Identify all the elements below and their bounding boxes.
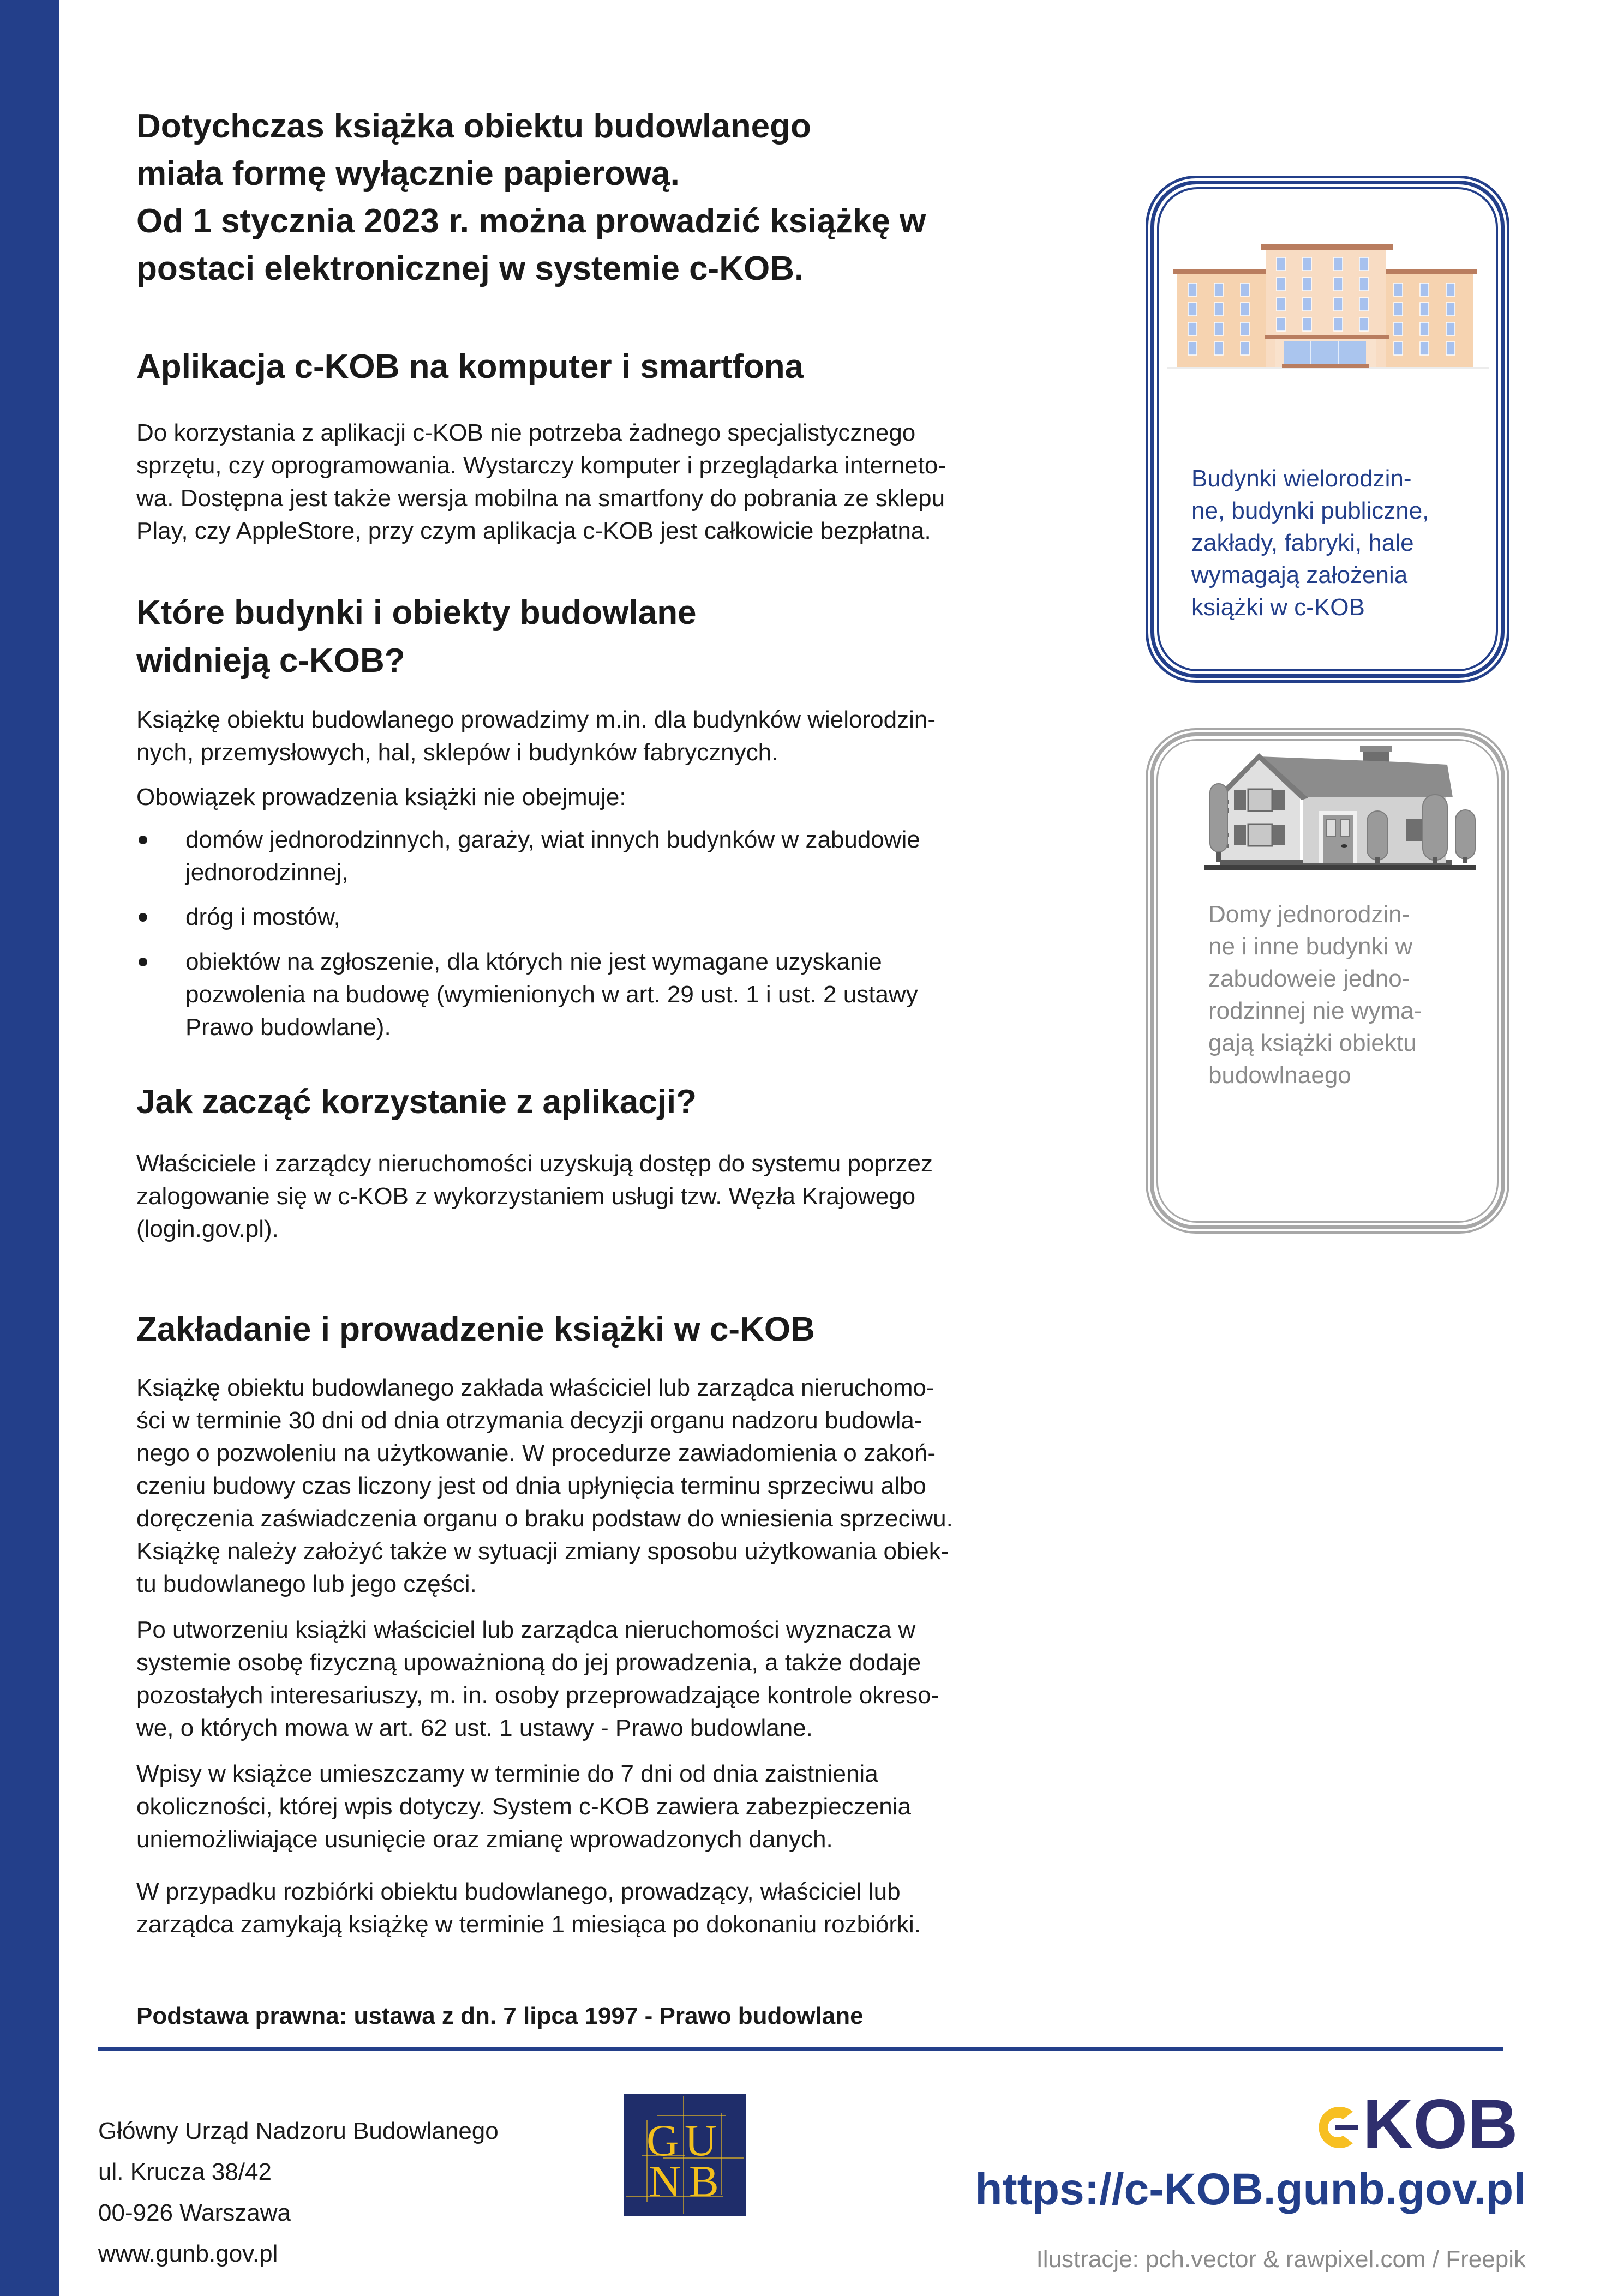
body-line: (login.gov.pl). [136, 1216, 279, 1242]
caption-line: Budynki wielorodzin- [1191, 465, 1412, 492]
org-name: Główny Urząd Nadzoru Budowlanego [98, 2118, 499, 2144]
list-item [136, 946, 1096, 1044]
svg-text:KOB: KOB [1363, 2093, 1518, 2153]
footer-divider [98, 2047, 1503, 2051]
body-line: czeniu budowy czas liczony jest od dnia upłynięcia terminu sprzeciwu albo [136, 1472, 926, 1499]
ckob-logo [1310, 2093, 1523, 2153]
left-accent-stripe [0, 0, 59, 2296]
list-item-line: Prawo budowlane). [185, 1014, 391, 1041]
body-line: Wpisy w książce umieszczamy w terminie do 7 dni od dnia zaistnienia [136, 1760, 878, 1787]
body-line: Książkę należy założyć także w sytuacji zmiany sposobu użytkowania obiek- [136, 1538, 949, 1565]
gunb-logo-icon [624, 2094, 746, 2216]
lead-statement [136, 103, 1091, 292]
caption-line: gają książki obiektu [1208, 1030, 1417, 1056]
body-line: we, o których mowa w art. 62 ust. 1 ustawy - Prawo budowlane. [136, 1715, 813, 1741]
exclusion-intro: Obowiązek prowadzenia książki nie obejmuje: [136, 784, 626, 810]
heading-line: widnieją c-KOB? [136, 642, 405, 680]
body-line: Do korzystania z aplikacji c-KOB nie potrzeba żadnego specjalistycznego [136, 419, 916, 446]
caption-line: rodzinnej nie wyma- [1208, 997, 1422, 1024]
body-line: systemie osobę fizyczną upoważnioną do jej prowadzenia, a także dodaje [136, 1649, 921, 1676]
apartment-building-icon [1167, 244, 1489, 369]
body-line: okoliczności, której wpis dotyczy. System c-KOB zawiera zabezpieczenia [136, 1793, 911, 1820]
svg-text:G: G [646, 2115, 679, 2165]
list-item-line: pozwolenia na budowę (wymienionych w art. 29 ust. 1 i ust. 2 ustawy [185, 981, 918, 1008]
section-body-start [136, 1147, 1096, 1246]
caption-line: budowlnaego [1208, 1062, 1351, 1089]
bullet-icon [139, 913, 147, 922]
lead-line: Od 1 stycznia 2023 r. można prowadzić książkę w [136, 202, 926, 240]
ckob-logo-icon [1310, 2093, 1523, 2153]
caption-line: książki w c-KOB [1191, 594, 1365, 621]
body-line: sprzętu, czy oprogramowania. Wystarczy komputer i przeglądarka interneto- [136, 452, 946, 479]
lead-line: miała formę wyłącznie papierową. [136, 155, 680, 193]
section-body-app [136, 417, 1096, 548]
heading-line: Które budynki i obiekty budowlane [136, 594, 697, 632]
bullet-icon [139, 836, 147, 844]
list-item [136, 901, 1096, 934]
info-card-single-family [1146, 728, 1509, 1234]
body-line: zalogowanie się w c-KOB z wykorzystaniem usługi tzw. Węzła Krajowego [136, 1183, 916, 1210]
info-card-multifamily [1146, 176, 1509, 683]
card-caption [1191, 462, 1429, 623]
svg-text:B: B [689, 2156, 719, 2206]
single-family-house-icon [1204, 746, 1477, 871]
legal-basis: Podstawa prawna: ustawa z dn. 7 lipca 1997 - Prawo budowlane [136, 2003, 864, 2029]
street-address: ul. Krucza 38/42 [98, 2159, 272, 2185]
body-line: Po utworzeniu książki właściciel lub zarządca nieruchomości wyznacza w [136, 1616, 916, 1643]
list-item [136, 824, 1096, 889]
body-line: W przypadku rozbiórki obiektu budowlanego, prowadzący, właściciel lub [136, 1878, 901, 1905]
section-heading-setup: Zakładanie i prowadzenie książki w c-KOB [136, 1311, 815, 1348]
ckob-url-link[interactable]: https://c-KOB.gunb.gov.pl [975, 2165, 1526, 2214]
section-heading-start: Jak zacząć korzystanie z aplikacji? [136, 1083, 697, 1121]
svg-text:N: N [649, 2156, 681, 2206]
bullet-icon [139, 958, 147, 966]
list-item-line: obiektów na zgłoszenie, dla których nie jest wymagane uzyskanie [185, 948, 882, 975]
body-line: Play, czy AppleStore, przy czym aplikacja c-KOB jest całkowicie bezpłatna. [136, 518, 931, 544]
body-line: nego o pozwoleniu na użytkowanie. W procedurze zawiadomienia o zakoń- [136, 1440, 936, 1466]
section-body-buildings [136, 704, 1096, 1056]
body-line: wa. Dostępna jest także wersja mobilna na smartfony do pobrania ze sklepu [136, 485, 945, 512]
card-caption [1208, 898, 1422, 1091]
website-link[interactable]: www.gunb.gov.pl [98, 2240, 278, 2267]
section-body-setup [136, 1372, 1096, 1953]
caption-line: ne, budynki publiczne, [1191, 497, 1429, 524]
svg-text:U: U [685, 2115, 717, 2165]
caption-line: Domy jednorodzin- [1208, 901, 1410, 928]
body-line: Książkę obiektu budowlanego zakłada właściciel lub zarządca nieruchomo- [136, 1374, 934, 1401]
body-line: zarządca zamykają książkę w terminie 1 miesiąca po dokonaniu rozbiórki. [136, 1911, 921, 1938]
caption-line: zabudoweie jedno- [1208, 965, 1410, 992]
body-line: uniemożliwiające usunięcie oraz zmianę wprowadzonych danych. [136, 1826, 833, 1853]
list-item-line: dróg i mostów, [185, 904, 340, 930]
body-line: pozostałych interesariuszy, m. in. osoby przeprowadzające kontrole okreso- [136, 1682, 939, 1709]
body-line: doręczenia zaświadczenia organu o braku podstaw do wniesienia sprzeciwu. [136, 1505, 953, 1532]
footer-address [98, 2111, 499, 2274]
list-item-line: domów jednorodzinnych, garaży, wiat innych budynków w zabudowie [185, 826, 920, 853]
lead-line: postaci elektronicznej w systemie c-KOB. [136, 250, 804, 287]
body-line: Książkę obiektu budowlanego prowadzimy m.in. dla budynków wielorodzin- [136, 706, 936, 733]
caption-line: zakłady, fabryki, hale [1191, 530, 1414, 556]
body-line: ści w terminie 30 dni od dnia otrzymania decyzji organu nadzoru budowla- [136, 1407, 922, 1434]
postal-city: 00-926 Warszawa [98, 2199, 291, 2226]
section-heading-buildings [136, 589, 697, 685]
illustration-credits: Ilustracje: pch.vector & rawpixel.com / Freepik [1036, 2246, 1526, 2273]
section-heading-app: Aplikacja c-KOB na komputer i smartfona [136, 348, 804, 386]
body-line: Właściciele i zarządcy nieruchomości uzyskują dostęp do systemu poprzez [136, 1150, 933, 1177]
caption-line: ne i inne budynki w [1208, 933, 1413, 960]
exclusion-list [136, 824, 1096, 1044]
caption-line: wymagają założenia [1191, 562, 1408, 588]
list-item-line: jednorodzinnej, [185, 859, 349, 886]
lead-line: Dotychczas książka obiektu budowlanego [136, 107, 811, 145]
gunb-logo [624, 2094, 746, 2216]
body-line: nych, przemysłowych, hal, sklepów i budynków fabrycznych. [136, 739, 778, 766]
body-line: tu budowlanego lub jego części. [136, 1571, 477, 1597]
